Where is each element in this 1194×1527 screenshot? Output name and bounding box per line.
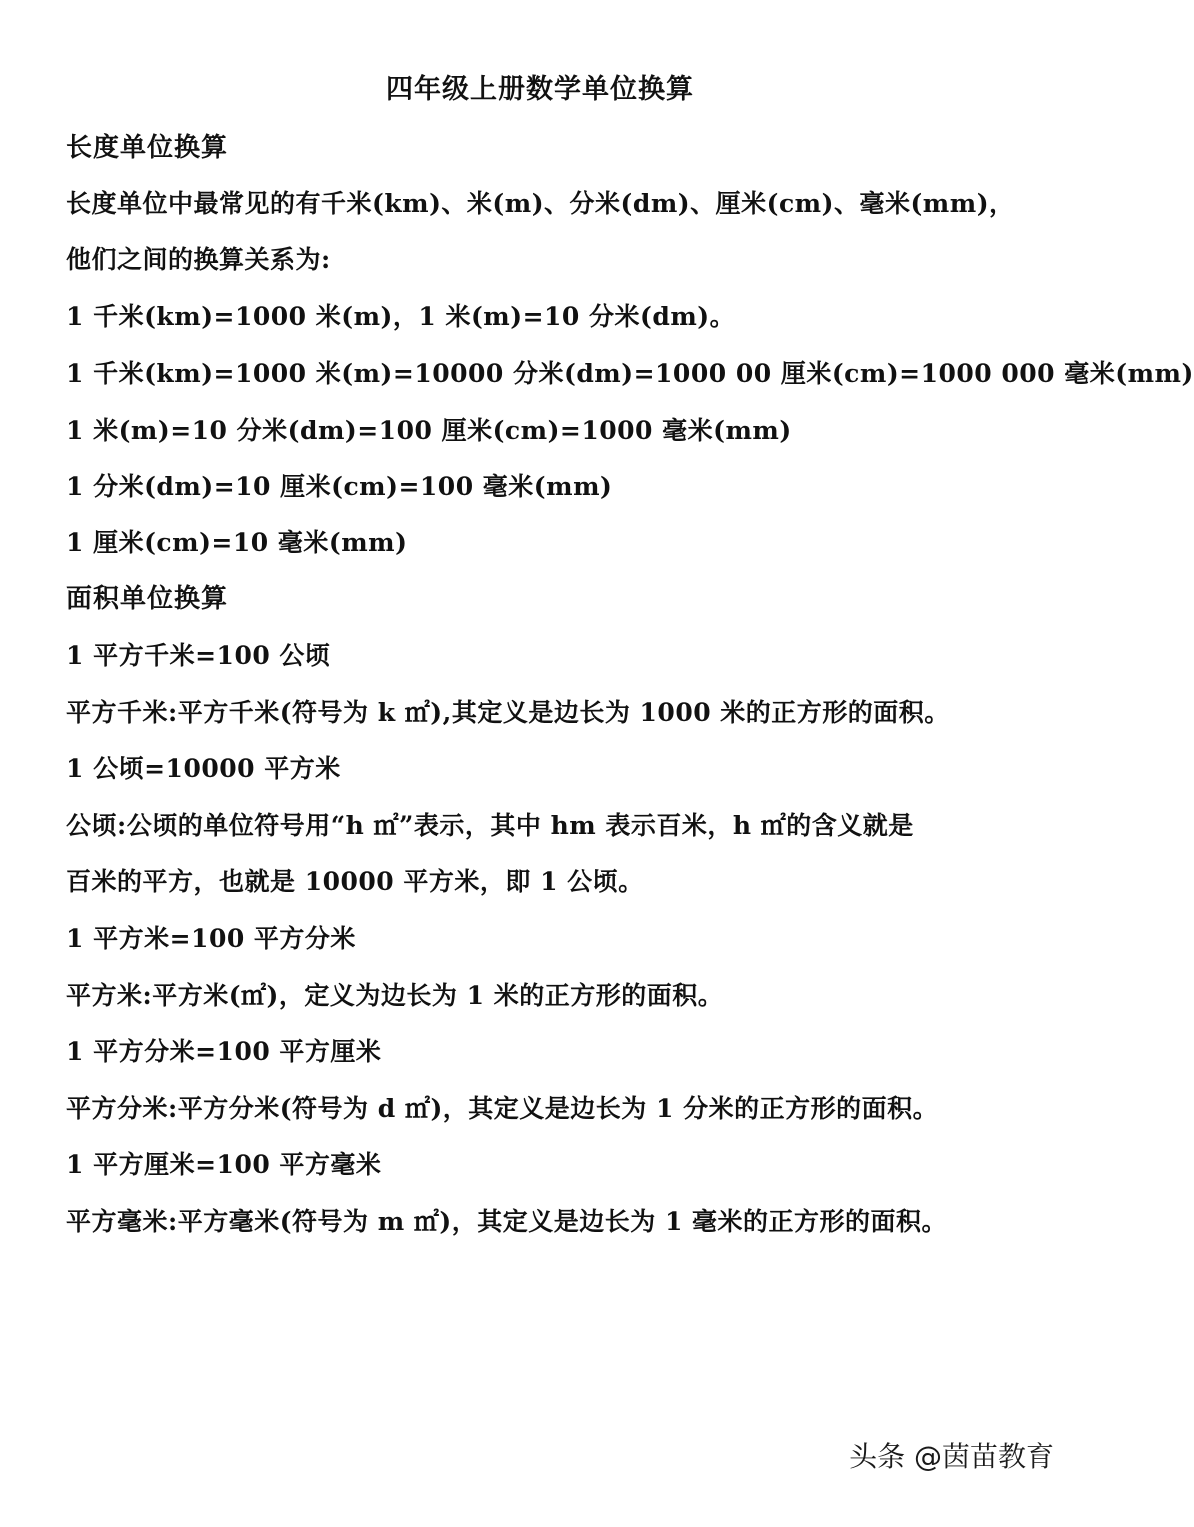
source-watermark: 头条 @茵苗教育 <box>849 1440 1054 1473</box>
area-definition-3: 平方米:平方米(㎡)，定义为边长为 1 米的正方形的面积。 <box>66 981 724 1010</box>
area-rule-2: 1 公顷=10000 平方米 <box>66 754 341 783</box>
area-rule-5: 1 平方厘米=100 平方毫米 <box>66 1150 382 1179</box>
length-rule-3: 1 米(m)=10 分米(dm)=100 厘米(cm)=1000 毫米(mm) <box>66 416 792 445</box>
document-title: 四年级上册数学单位换算 <box>386 74 694 105</box>
area-rule-1: 1 平方千米=100 公顷 <box>66 641 331 670</box>
length-rule-2: 1 千米(km)=1000 米(m)=10000 分米(dm)=1000 00 厘米(cm)=1000 000 毫米(mm) <box>66 359 1194 388</box>
length-intro-line-1: 长度单位中最常见的有千米(km)、米(m)、分米(dm)、厘米(cm)、毫米(mm)， <box>66 189 1015 218</box>
length-rule-4: 1 分米(dm)=10 厘米(cm)=100 毫米(mm) <box>66 472 613 501</box>
area-rule-4: 1 平方分米=100 平方厘米 <box>66 1037 382 1066</box>
area-definition-2-line-1: 公顷:公顷的单位符号用“h ㎡”表示，其中 hm 表示百米，h ㎡的含义就是 <box>66 811 914 840</box>
length-rule-5: 1 厘米(cm)=10 毫米(mm) <box>66 528 408 557</box>
length-rule-1: 1 千米(km)=1000 米(m)，1 米(m)=10 分米(dm)。 <box>66 302 736 331</box>
area-definition-1: 平方千米:平方千米(符号为 k ㎡),其定义是边长为 1000 米的正方形的面积。 <box>66 698 950 727</box>
area-definition-4: 平方分米:平方分米(符号为 d ㎡)，其定义是边长为 1 分米的正方形的面积。 <box>66 1094 939 1123</box>
length-heading: 长度单位换算 <box>66 133 229 163</box>
length-intro-line-2: 他们之间的换算关系为: <box>66 245 331 274</box>
area-definition-5: 平方毫米:平方毫米(符号为 m ㎡)，其定义是边长为 1 毫米的正方形的面积。 <box>66 1207 948 1236</box>
area-heading: 面积单位换算 <box>66 584 229 614</box>
area-definition-2-line-2: 百米的平方，也就是 10000 平方米，即 1 公顷。 <box>66 867 644 896</box>
area-rule-3: 1 平方米=100 平方分米 <box>66 924 356 953</box>
